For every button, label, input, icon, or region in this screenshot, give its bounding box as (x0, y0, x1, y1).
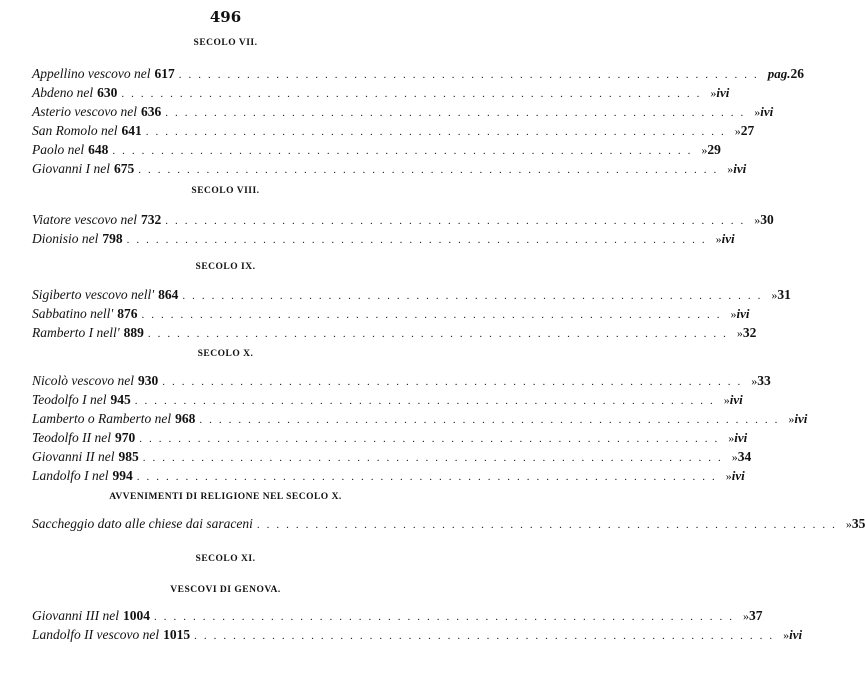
toc-entry (32, 231, 735, 250)
entry-year: 1015 (163, 627, 191, 642)
section-heading: SECOLO X. (197, 349, 254, 359)
toc-entry (32, 627, 803, 646)
entry-title: Paolo nel (32, 142, 85, 157)
section-heading: SECOLO VIII. (191, 186, 260, 196)
entry-title: Ramberto I nell' (32, 325, 120, 340)
entry-title: Appellino vescovo nel (32, 66, 151, 81)
entry-page: ivi (716, 85, 730, 100)
entry-page: ivi (721, 231, 735, 246)
toc-entry (32, 430, 748, 449)
toc-entry (32, 212, 774, 231)
entry-separator: » (727, 162, 734, 176)
entry-page: ivi (736, 306, 750, 321)
entry-page: ivi (731, 468, 745, 483)
entry-year: 732 (140, 212, 162, 227)
entry-title: Teodolfo I nel (32, 392, 107, 407)
dot-leader: ............................................................ (194, 630, 780, 642)
entry-page: ivi (729, 392, 743, 407)
entry-page: ivi (794, 411, 808, 426)
page-number: 496 (209, 8, 242, 26)
toc-entry (32, 306, 750, 325)
entry-year: 636 (140, 104, 162, 119)
entry-separator: » (788, 412, 795, 426)
entry-separator: » (728, 431, 735, 445)
entry-year: 876 (117, 306, 138, 321)
entry-title: Giovanni II nel (32, 449, 115, 464)
entry-year: 798 (102, 231, 123, 246)
dot-leader: ............................................................ (256, 519, 842, 531)
entry-year: 864 (158, 287, 179, 302)
dot-leader: ............................................................ (145, 126, 731, 138)
entry-separator: » (754, 105, 761, 119)
entry-separator: » (754, 213, 761, 227)
dot-leader: ............................................................ (141, 309, 727, 321)
entry-year: 889 (123, 325, 144, 340)
toc-entry (32, 287, 791, 306)
entry-year: 985 (118, 449, 139, 464)
toc-entry (32, 449, 752, 468)
entry-year: 648 (88, 142, 109, 157)
entry-title: Sigiberto vescovo nell' (32, 287, 155, 302)
entry-title: Abdeno nel (32, 85, 94, 100)
entry-year: 630 (97, 85, 118, 100)
dot-leader: ............................................................ (121, 88, 707, 100)
entry-separator: » (701, 143, 708, 157)
entry-year: 930 (137, 373, 159, 388)
entry-year: 617 (154, 66, 175, 81)
entry-separator: » (751, 374, 758, 388)
entry-page: 30 (760, 212, 774, 227)
entry-year: 641 (121, 123, 142, 138)
toc-entry (32, 608, 763, 627)
entry-separator: » (771, 288, 778, 302)
entry-separator: » (730, 307, 737, 321)
dot-leader: ............................................................ (138, 164, 724, 176)
entry-separator: » (736, 326, 743, 340)
dot-leader: ............................................................ (165, 107, 751, 119)
toc-entry (32, 85, 730, 104)
entry-separator: » (715, 232, 722, 246)
entry-title: Asterio vescovo nel (32, 104, 137, 119)
dot-leader: ............................................................ (178, 69, 764, 81)
dot-leader: ............................................................ (147, 328, 733, 340)
dot-leader: ............................................................ (182, 290, 768, 302)
entry-separator: » (734, 124, 741, 138)
toc-entry (32, 325, 757, 344)
entry-title: Saccheggio dato alle chiese dai saraceni (32, 516, 253, 531)
entry-title: Landolfo II vescovo nel (32, 627, 160, 642)
entry-title: Lamberto o Ramberto nel (32, 411, 172, 426)
entry-page: 31 (777, 287, 791, 302)
entry-separator: » (710, 86, 717, 100)
dot-leader: ............................................................ (162, 376, 748, 388)
dot-leader: ............................................................ (136, 471, 722, 483)
section-heading: VESCOVI DI GENOVA. (170, 585, 281, 595)
section-heading: AVVENIMENTI DI RELIGIONE NEL SECOLO X. (109, 492, 342, 502)
entry-page: 33 (757, 373, 771, 388)
section-heading: SECOLO IX. (195, 262, 256, 272)
section-heading: SECOLO XI. (195, 554, 256, 564)
entry-title: Giovanni I nel (32, 161, 110, 176)
entry-separator: » (783, 628, 790, 642)
toc-entry (32, 392, 743, 411)
dot-leader: ............................................................ (134, 395, 720, 407)
entry-separator: » (845, 517, 852, 531)
dot-leader: ............................................................ (142, 452, 728, 464)
entry-page: 32 (742, 325, 757, 340)
dot-leader: ............................................................ (153, 611, 739, 623)
section-heading: SECOLO VII. (193, 38, 258, 48)
toc-entry (32, 123, 755, 142)
dot-leader: ............................................................ (139, 433, 725, 445)
entry-title: Viatore vescovo nel (32, 212, 137, 227)
entry-title: Teodolfo II nel (32, 430, 111, 445)
entry-separator: » (731, 450, 738, 464)
entry-year: 970 (115, 430, 136, 445)
entry-page: 34 (737, 449, 752, 464)
dot-leader: ............................................................ (199, 414, 785, 426)
entry-page: ivi (789, 627, 803, 642)
entry-separator: » (742, 609, 749, 623)
entry-year: 945 (110, 392, 131, 407)
dot-leader: ............................................................ (112, 145, 698, 157)
entry-page: 26 (790, 66, 804, 81)
entry-year: 994 (112, 468, 133, 483)
entry-separator: pag. (767, 66, 791, 81)
entry-page: 35 (851, 516, 865, 531)
toc-entry (32, 104, 774, 123)
entry-separator: » (725, 469, 732, 483)
entry-title: Sabbatino nell' (32, 306, 114, 321)
toc-entry (32, 411, 808, 430)
entry-title: Nicolò vescovo nel (32, 373, 134, 388)
toc-entry (32, 516, 865, 535)
entry-separator: » (723, 393, 730, 407)
entry-year: 968 (175, 411, 196, 426)
entry-title: Landolfo I nel (32, 468, 109, 483)
entry-page: 37 (748, 608, 763, 623)
toc-entry (32, 66, 804, 85)
entry-page: 27 (740, 123, 755, 138)
entry-title: Dionisio nel (32, 231, 99, 246)
toc-entry (32, 468, 745, 487)
dot-leader: ............................................................ (165, 215, 751, 227)
entry-year: 1004 (122, 608, 150, 623)
entry-page: ivi (734, 430, 748, 445)
entry-year: 675 (113, 161, 135, 176)
entry-page: 29 (707, 142, 721, 157)
toc-entry (32, 142, 721, 161)
dot-leader: ............................................................ (126, 234, 712, 246)
toc-entry (32, 161, 747, 180)
toc-entry (32, 373, 771, 392)
entry-page: ivi (760, 104, 774, 119)
entry-title: San Romolo nel (32, 123, 118, 138)
entry-page: ivi (733, 161, 747, 176)
entry-title: Giovanni III nel (32, 608, 119, 623)
